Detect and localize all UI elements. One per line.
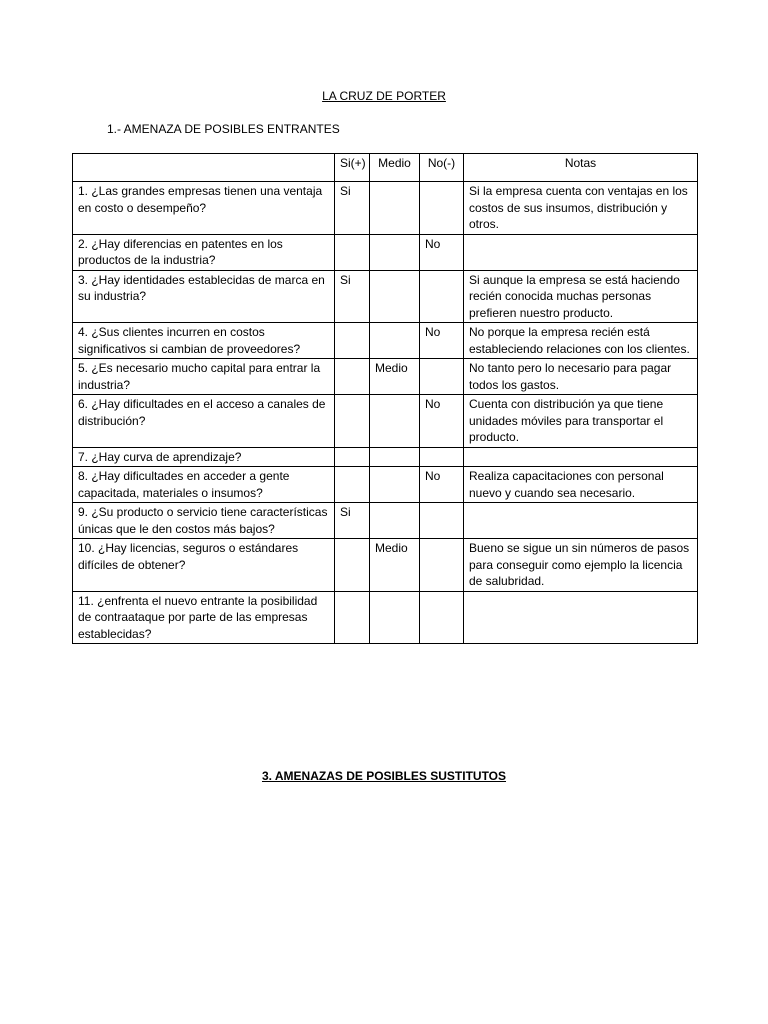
cell-notas [464,591,698,644]
table-header-row [73,154,698,182]
header-no: No(-) [420,154,464,182]
cell-si [335,234,370,270]
cell-si [335,359,370,395]
cell-si: Si [335,270,370,323]
cell-no [420,503,464,539]
document-title: LA CRUZ DE PORTER [322,89,446,103]
cell-si [335,467,370,503]
table-row [73,503,698,539]
cell-no [420,539,464,592]
table-body [73,182,698,644]
cell-notas: Si la empresa cuenta con ventajas en los costos de sus insumos, distribución y otros. [464,182,698,235]
cell-notas: No tanto pero lo necesario para pagar todos los gastos. [464,359,698,395]
cell-medio [370,234,420,270]
cell-notas [464,447,698,467]
cell-notas: Cuenta con distribución ya que tiene unidades móviles para transportar el producto. [464,395,698,448]
cell-si: Si [335,182,370,235]
cell-no [420,359,464,395]
table-row [73,359,698,395]
header-medio: Medio [370,154,420,182]
cell-question: 5. ¿Es necesario mucho capital para entrar la industria? [73,359,335,395]
cell-no [420,270,464,323]
cell-notas [464,503,698,539]
cell-medio [370,447,420,467]
cell-question: 1. ¿Las grandes empresas tienen una ventaja en costo o desempeño? [73,182,335,235]
cell-medio: Medio [370,539,420,592]
cell-no: No [420,467,464,503]
section-1-heading: 1.- AMENAZA DE POSIBLES ENTRANTES [107,122,340,136]
table-row [73,467,698,503]
cell-medio [370,467,420,503]
cell-question: 2. ¿Hay diferencias en patentes en los productos de la industria? [73,234,335,270]
cell-medio [370,395,420,448]
cell-medio [370,270,420,323]
cell-notas: Si aunque la empresa se está haciendo recién conocida muchas personas prefieren nuestro producto. [464,270,698,323]
cell-question: 4. ¿Sus clientes incurren en costos significativos si cambian de proveedores? [73,323,335,359]
cell-medio [370,323,420,359]
cell-question: 8. ¿Hay dificultades en acceder a gente capacitada, materiales o insumos? [73,467,335,503]
table-row [73,182,698,235]
cell-si [335,323,370,359]
cell-no: No [420,234,464,270]
header-question [73,154,335,182]
cell-si [335,447,370,467]
cell-notas: Realiza capacitaciones con personal nuevo y cuando sea necesario. [464,467,698,503]
cell-si [335,591,370,644]
cell-question: 3. ¿Hay identidades establecidas de marca en su industria? [73,270,335,323]
cell-medio [370,591,420,644]
cell-question: 11. ¿enfrenta el nuevo entrante la posibilidad de contraataque por parte de las empresas establecidas? [73,591,335,644]
header-notas: Notas [464,154,698,182]
table-row [73,539,698,592]
cell-question: 7. ¿Hay curva de aprendizaje? [73,447,335,467]
table-row [73,234,698,270]
cell-notas [464,234,698,270]
table-row [73,323,698,359]
cell-notas: Bueno se sigue un sin números de pasos para conseguir como ejemplo la licencia de salubridad. [464,539,698,592]
cell-no: No [420,395,464,448]
cell-question: 6. ¿Hay dificultades en el acceso a canales de distribución? [73,395,335,448]
table-row [73,270,698,323]
cell-medio [370,503,420,539]
cell-si [335,395,370,448]
table-row [73,395,698,448]
cell-si: Si [335,503,370,539]
section-3-heading: 3. AMENAZAS DE POSIBLES SUSTITUTOS [261,769,507,783]
cell-no: No [420,323,464,359]
cell-no [420,447,464,467]
porter-table [72,153,698,644]
table-row [73,447,698,467]
cell-question: 10. ¿Hay licencias, seguros o estándares difíciles de obtener? [73,539,335,592]
header-si: Si(+) [335,154,370,182]
table-row [73,591,698,644]
cell-medio: Medio [370,359,420,395]
cell-notas: No porque la empresa recién está estableciendo relaciones con los clientes. [464,323,698,359]
cell-no [420,591,464,644]
cell-no [420,182,464,235]
cell-medio [370,182,420,235]
cell-question: 9. ¿Su producto o servicio tiene características únicas que le den costos más bajos? [73,503,335,539]
cell-si [335,539,370,592]
